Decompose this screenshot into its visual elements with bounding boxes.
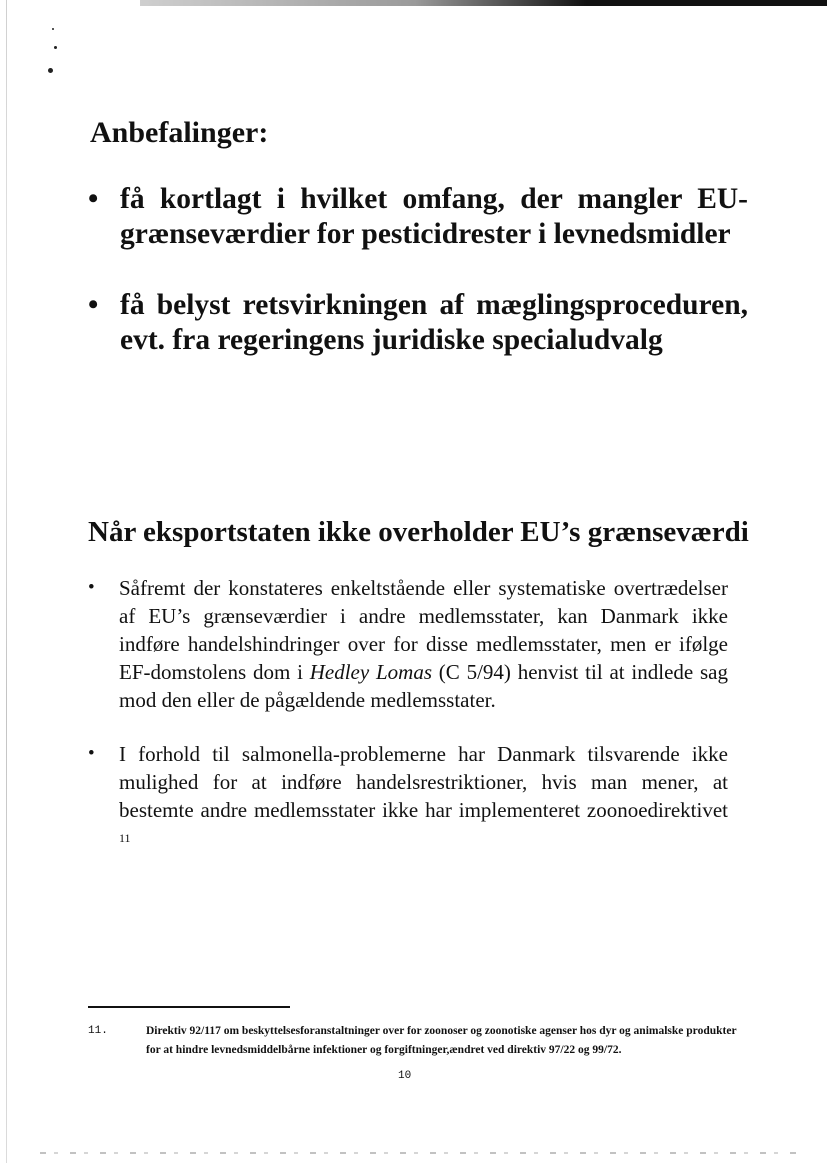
footnote-text: Direktiv 92/117 om beskyttelsesforanstaltninger over for zoonoser og zoonotiske agenser hos dyr og animalske produkter for at hindre levnedsmiddelbårne infektioner og forgiftninger,ændret ved direktiv 97/22 og 99/72. [146,1025,737,1056]
section-list [88,574,728,857]
item-text: (C 5/94) henvist til at indlede sag mod den eller de pågældende medlemsstater. [119,660,729,712]
section-item [88,740,728,857]
recommendations-heading: Anbefalinger: [90,116,269,149]
footnote-divider [88,1006,290,1008]
scan-speck [54,46,57,49]
item-text: Såfremt der konstateres enkeltstående eller systematiske overtrædelser af EU’s grænseværdier i andre medlemsstater, kan Danmark ikke indføre handelshindringer over for disse medlemsstater, men er ifølge EF-domstolens dom i [119,576,728,684]
footnote [88,1022,738,1060]
bottom-scan-noise [40,1152,797,1154]
recommendation-item: • få kortlagt i hvilket omfang, der mangler EU-grænseværdier for pesticidrester i levnedsmidler [88,182,748,252]
recommendation-item: • få belyst retsvirkningen af mæglingsproceduren, evt. fra regeringens juridiske specialudvalg [88,288,748,358]
page-number: 10 [398,1070,412,1082]
footnote-number: 11. [88,1025,108,1037]
item-text: I forhold til salmonella-problemerne har Danmark tilsvarende ikke mulighed for at indføre handelsrestriktioner, hvis man mener, at bestemte andre medlemsstater ikke har implementeret zoonoedirektivet [119,742,728,822]
footnote-reference[interactable]: 11 [119,831,131,845]
recommendations-list [88,182,748,358]
case-name: Hedley Lomas [309,660,432,684]
scan-speck [48,68,53,73]
scan-speck [52,28,54,30]
section-item [88,574,728,714]
left-scan-edge [6,0,7,1163]
section-heading: Når eksportstaten ikke overholder EU’s grænseværdi [88,516,749,548]
top-scan-rule [140,0,827,6]
